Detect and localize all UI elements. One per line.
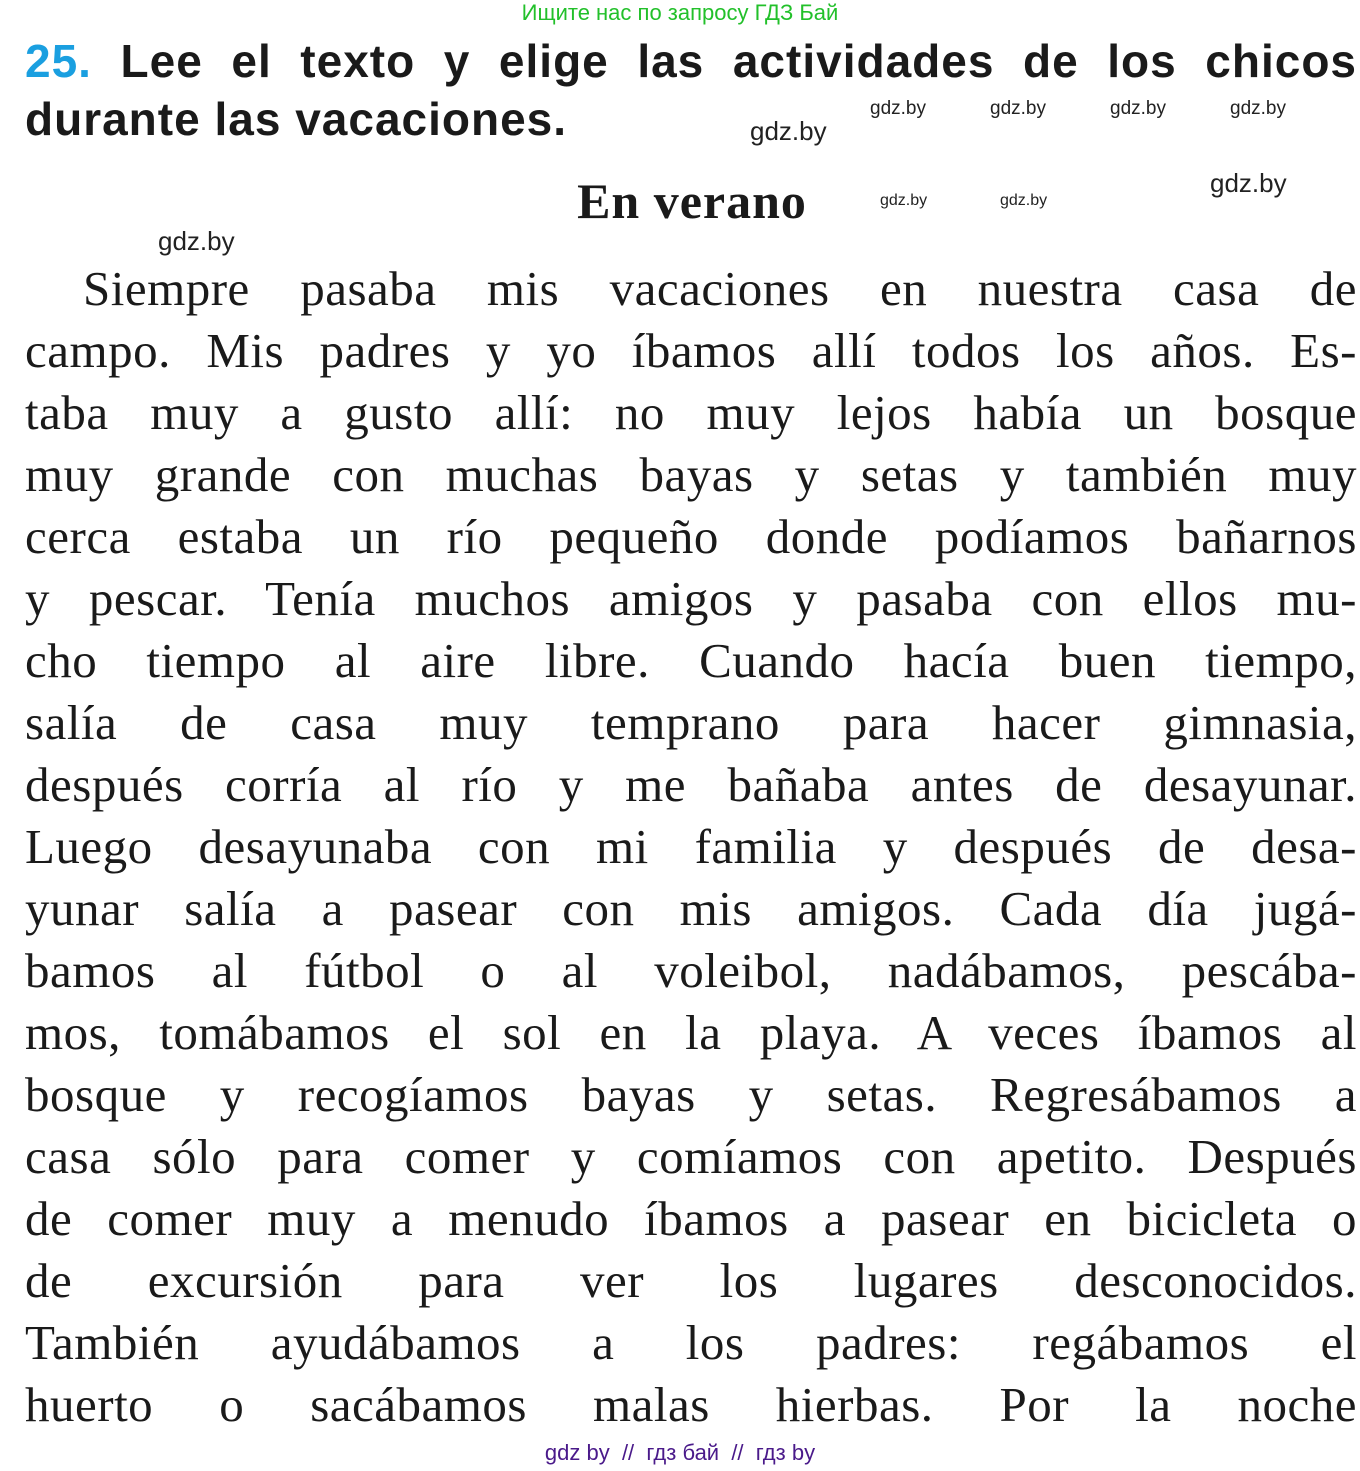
text-line: muy grande con muchas bayas y setas y también muy — [25, 447, 1357, 502]
watermark: gdz.by — [880, 192, 928, 209]
text-line: También ayudábamos a los padres: regábamos el — [25, 1315, 1357, 1370]
text-line: Luego desayunaba con mi familia y después de desa- — [25, 819, 1357, 874]
watermark: gdz.by — [1000, 192, 1048, 209]
text-line: casa sólo para comer y comíamos con apetito. Después — [25, 1129, 1357, 1184]
watermark: gdz.by — [750, 116, 827, 146]
search-banner: Ищите нас по запросу ГДЗ Бай — [521, 0, 839, 25]
text-line: Siempre pasaba mis vacaciones en nuestra casa de — [83, 261, 1357, 316]
text-line: bamos al fútbol o al voleibol, nadábamos, pescába- — [25, 943, 1357, 998]
text-line: cerca estaba un río pequeño donde podíamos bañarnos — [25, 509, 1357, 564]
task-text-line2: durante las vacaciones. — [25, 93, 568, 145]
text-line: después corría al río y me bañaba antes de desayunar. — [25, 757, 1357, 812]
text-line: de excursión para ver los lugares desconocidos. — [25, 1253, 1357, 1308]
text-line: bosque y recogíamos bayas y setas. Regresábamos a — [25, 1067, 1357, 1122]
text-title: En verano — [577, 173, 807, 229]
watermark: gdz.by — [158, 226, 235, 256]
text-line: campo. Mis padres y yo íbamos allí todos los años. Es- — [25, 323, 1357, 378]
watermark: gdz.by — [990, 98, 1046, 119]
text-line: taba muy a gusto allí: no muy lejos había un bosque — [25, 385, 1357, 440]
task-number: 25. — [25, 35, 92, 87]
text-line: salía de casa muy temprano para hacer gimnasia, — [25, 695, 1357, 750]
watermark: gdz.by — [1210, 168, 1287, 198]
watermark: gdz.by — [1230, 98, 1286, 119]
task-text-line1: Lee el texto y elige las actividades de los chicos — [120, 35, 1357, 87]
watermark: gdz.by — [870, 98, 926, 119]
text-line: cho tiempo al aire libre. Cuando hacía buen tiempo, — [25, 633, 1357, 688]
text-line: yunar salía a pasear con mis amigos. Cada día jugá- — [25, 881, 1357, 936]
text-line: mos, tomábamos el sol en la playa. A veces íbamos al — [25, 1005, 1357, 1060]
footer-watermark: gdz by // гдз бай // гдз by — [544, 1440, 816, 1465]
watermark: gdz.by — [1110, 98, 1166, 119]
text-line: y pescar. Tenía muchos amigos y pasaba con ellos mu- — [25, 571, 1357, 626]
text-line: de comer muy a menudo íbamos a pasear en bicicleta o — [25, 1191, 1357, 1246]
text-line: huerto o sacábamos malas hierbas. Por la noche — [25, 1377, 1357, 1432]
